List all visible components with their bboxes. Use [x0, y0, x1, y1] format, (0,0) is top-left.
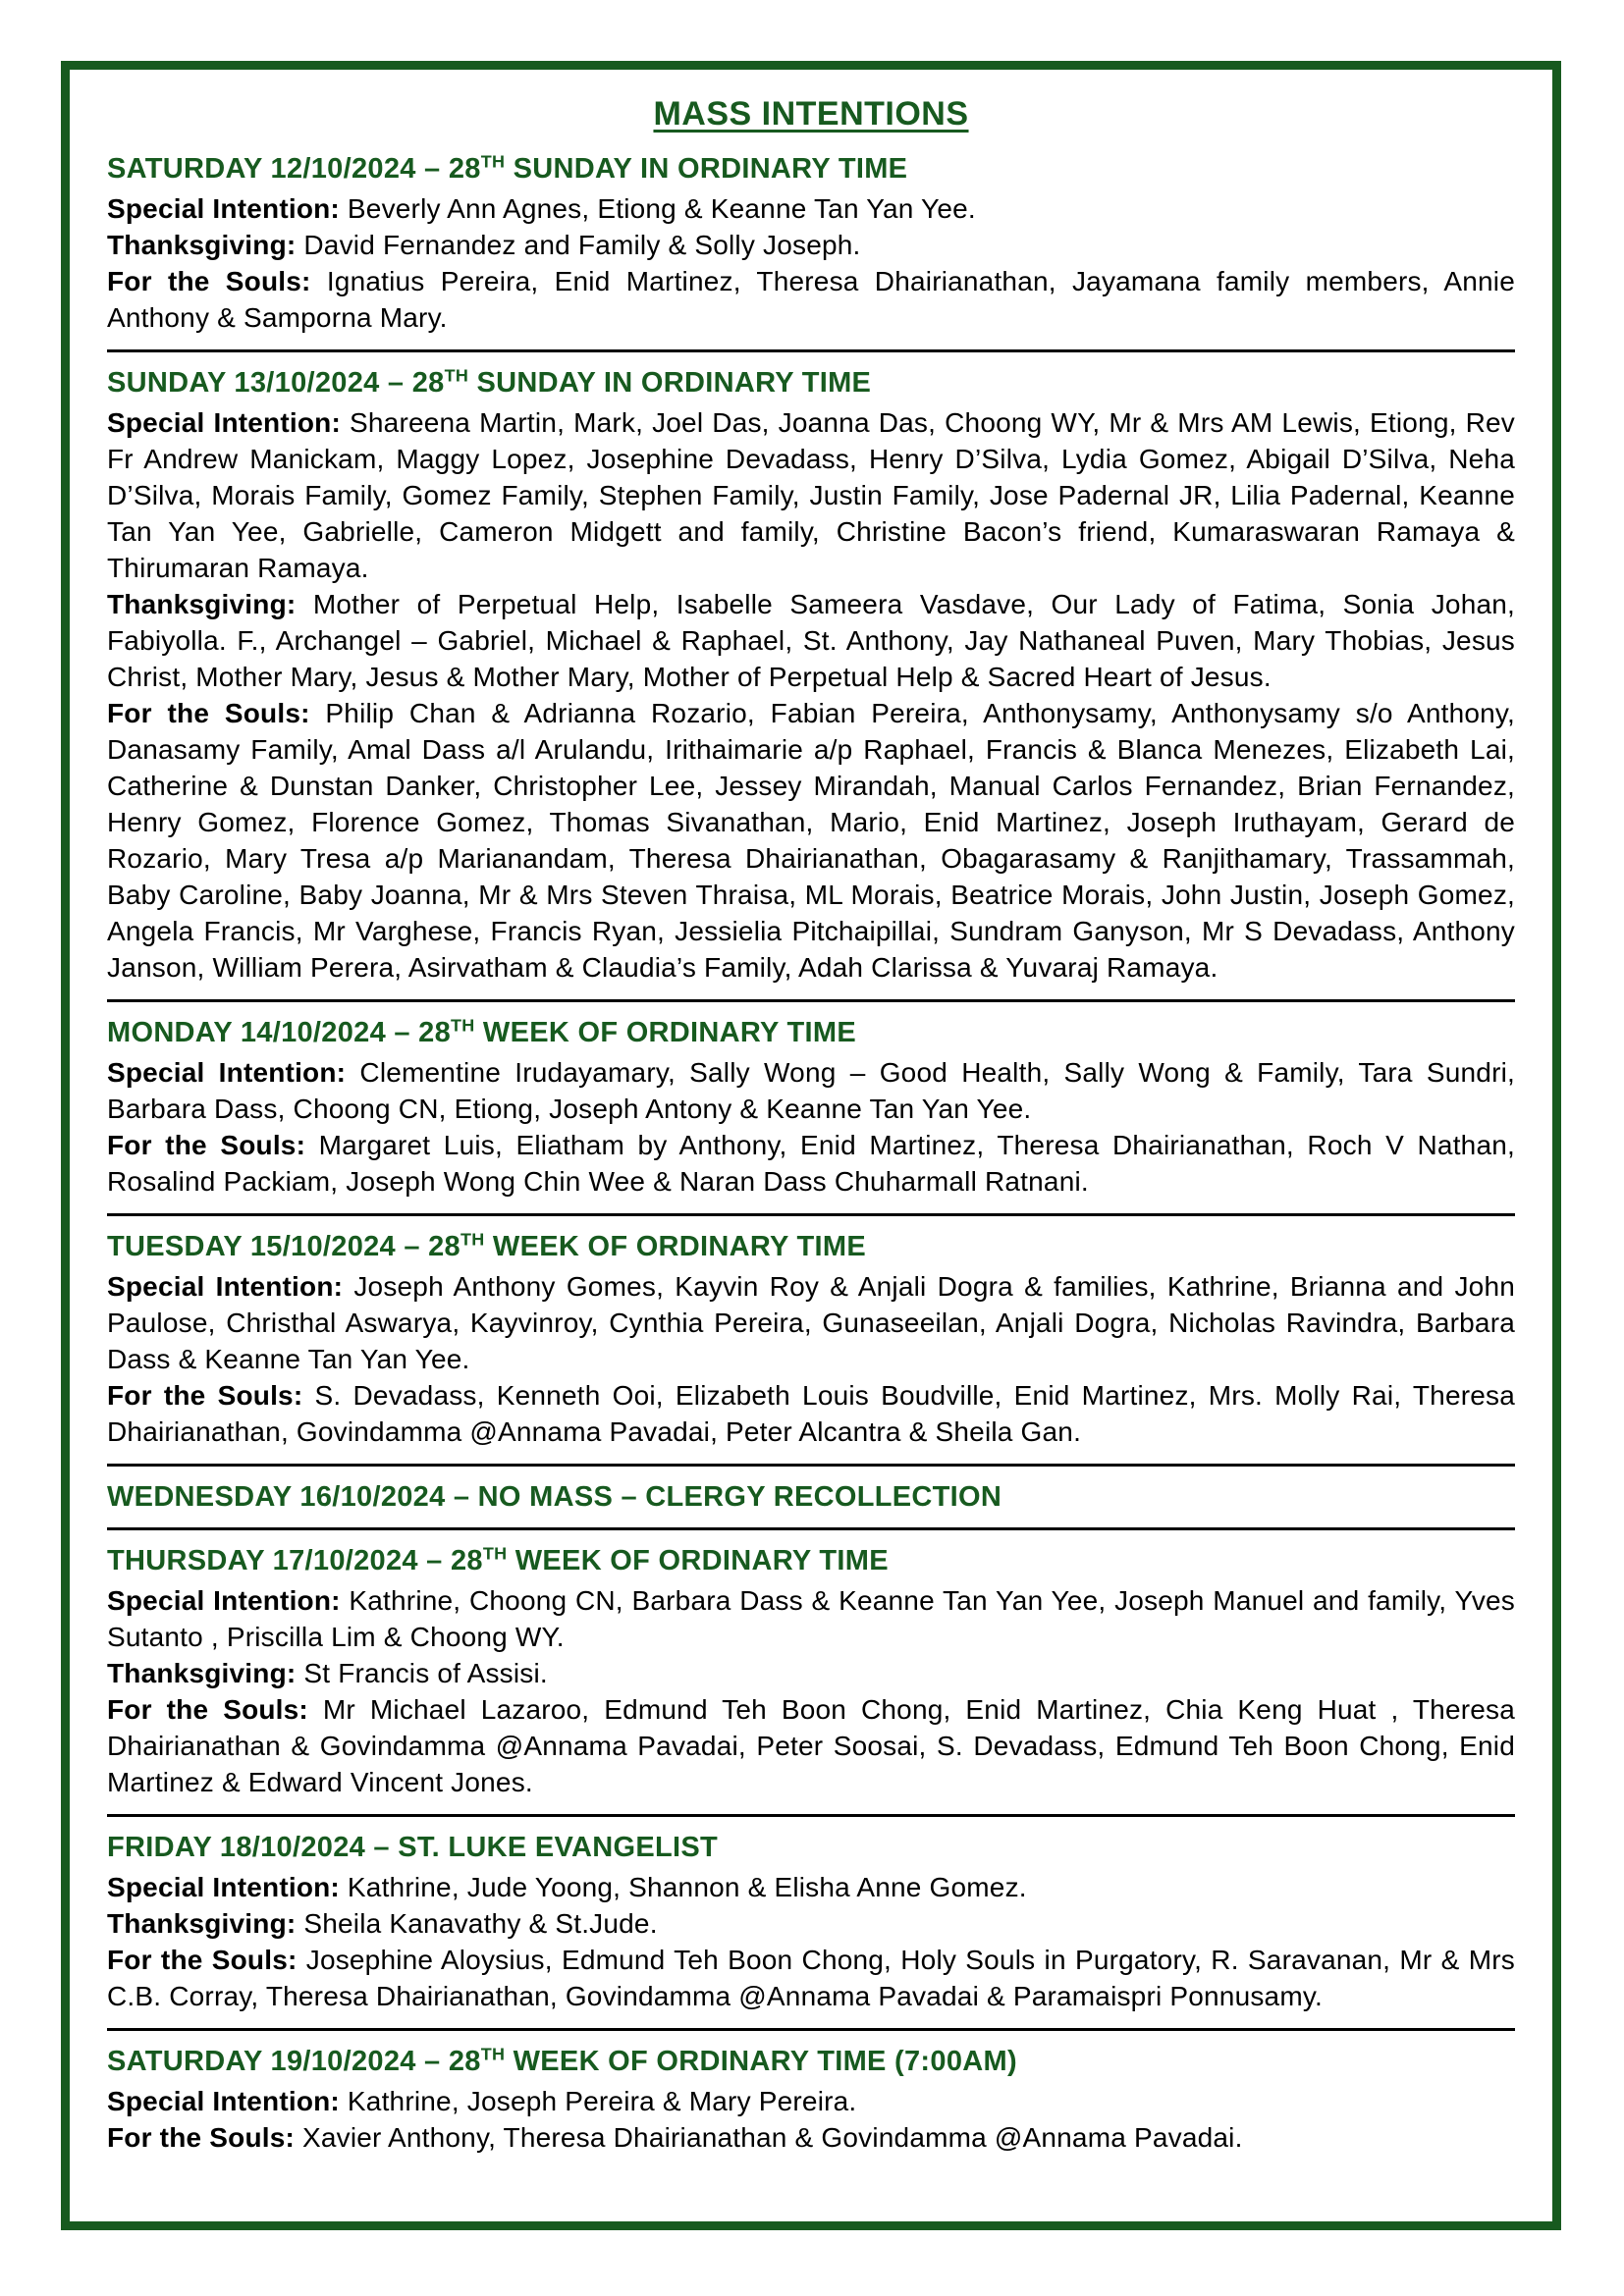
entry-text: David Fernandez and Family & Solly Joseph. [296, 230, 861, 260]
entry-label: Special Intention: [107, 1057, 347, 1088]
entries-container [107, 190, 1515, 336]
day-header-text: SATURDAY 19/10/2024 – 28 [107, 2046, 481, 2077]
day-header [107, 2046, 1515, 2078]
intention-entry [107, 1268, 1515, 1377]
day-section [107, 1213, 1515, 1450]
intention-entry [107, 1905, 1515, 1942]
entry-text: Josephine Aloysius, Edmund Teh Boon Chong, Holy Souls in Purgatory, R. Saravanan, Mr & Mrs C.B. Corray, Theresa Dhairianathan, Govindamma @Annama Pavadai & Paramaispri Ponnusamy. [107, 1945, 1515, 2011]
entry-label: Thanksgiving: [107, 230, 297, 260]
intention-entry [107, 404, 1515, 586]
entry-text: Shareena Martin, Mark, Joel Das, Joanna Das, Choong WY, Mr & Mrs AM Lewis, Etiong, Rev Fr Andrew Manickam, Maggy Lopez, Josephine Devadass, Henry D’Silva, Lydia Gomez, Abigail D’Silva, Neha D’Silva, Morais Family, Gomez Family, Stephen Family, Justin Family, Jose Padernal JR, Lilia Padernal, Keanne Tan Yan Yee, Gabrielle, Cameron Midgett and family, Christine Bacon’s friend, Kumaraswaran Ramaya & Thirumaran Ramaya. [107, 407, 1516, 583]
day-header [107, 1231, 1515, 1263]
section-divider [107, 1213, 1515, 1216]
day-header [107, 1017, 1515, 1049]
entries-container [107, 404, 1515, 986]
entry-text: Kathrine, Joseph Pereira & Mary Pereira. [339, 2086, 857, 2116]
entry-label: Thanksgiving: [107, 589, 297, 619]
intention-entry [107, 1127, 1515, 1200]
day-header [107, 153, 1515, 186]
section-divider [107, 349, 1515, 352]
entry-label: Thanksgiving: [107, 1908, 297, 1939]
section-divider [107, 2028, 1515, 2031]
intention-entry [107, 1054, 1515, 1127]
entry-label: For the Souls: [107, 1380, 303, 1411]
day-header-ordinal-suffix: TH [451, 1015, 475, 1036]
entry-text: Mother of Perpetual Help, Isabelle Sameera Vasdave, Our Lady of Fatima, Sonia Johan, Fabiyolla. F., Archangel – Gabriel, Michael & Raphael, St. Anthony, Jay Nathaneal Puven, Mary Thobias, Jesus Christ, Mother Mary, Jesus & Mother Mary, Mother of Perpetual Help & Sacred Heart of Jesus. [107, 589, 1515, 692]
intention-entry [107, 2083, 1515, 2119]
day-header-text: MONDAY 14/10/2024 – 28 [107, 1017, 451, 1048]
entry-text: Clementine Irudayamary, Sally Wong – Good Health, Sally Wong & Family, Tara Sundri, Barbara Dass, Choong CN, Etiong, Joseph Antony & Keanne Tan Yan Yee. [107, 1057, 1516, 1124]
section-divider [107, 1464, 1515, 1467]
entry-text: Philip Chan & Adrianna Rozario, Fabian Pereira, Anthonysamy, Anthonysamy s/o Anthony, Danasamy Family, Amal Dass a/l Arulandu, Irithaimarie a/p Raphael, Francis & Blanca Menezes, Elizabeth Lai, Catherine & Dunstan Danker, Christopher Lee, Jessey Mirandah, Manual Carlos Fernandez, Brian Fernandez, Henry Gomez, Florence Gomez, Thomas Sivanathan, Mario, Enid Martinez, Joseph Iruthayam, Gerard de Rozario, Mary Tresa a/p Marianandam, Theresa Dhairianathan, Obagarasamy & Ranjithamary, Trassammah, Baby Caroline, Baby Joanna, Mr & Mrs Steven Thraisa, ML Morais, Beatrice Morais, John Justin, Joseph Gomez, Angela Francis, Mr Varghese, Francis Ryan, Jessielia Pitchaipillai, Sundram Ganyson, Mr S Devadass, Anthony Janson, William Perera, Asirvatham & Claudia’s Family, Adah Clarissa & Yuvaraj Ramaya. [107, 698, 1515, 983]
intention-entry [107, 1869, 1515, 1905]
entries-container [107, 1054, 1515, 1200]
day-header-ordinal-suffix: TH [460, 1229, 485, 1250]
day-header-ordinal-suffix: TH [480, 2044, 506, 2064]
entry-label: For the Souls: [107, 698, 310, 728]
day-header-text: THURSDAY 17/10/2024 – 28 [107, 1545, 483, 1576]
entry-label: For the Souls: [107, 1945, 298, 1975]
entry-label: Special Intention: [107, 1872, 340, 1902]
entry-label: Special Intention: [107, 2086, 340, 2116]
day-header-ordinal-suffix: TH [444, 365, 469, 386]
entry-label: For the Souls: [107, 266, 311, 296]
entry-label: Special Intention: [107, 407, 341, 438]
day-section [107, 153, 1515, 336]
entry-text: Xavier Anthony, Theresa Dhairianathan & Govindamma @Annama Pavadai. [295, 2122, 1243, 2153]
intention-entry [107, 1582, 1515, 1655]
entry-label: For the Souls: [107, 1130, 306, 1160]
intention-entry [107, 190, 1515, 227]
day-header-text-rest: WEEK OF ORDINARY TIME [484, 1231, 866, 1262]
intention-entry [107, 263, 1515, 336]
day-section [107, 999, 1515, 1200]
entry-text: Ignatius Pereira, Enid Martinez, Theresa Dhairianathan, Jayamana family members, Annie Anthony & Samporna Mary. [107, 266, 1515, 333]
day-header [107, 1481, 1515, 1514]
bulletin-page-frame [61, 61, 1561, 2230]
entry-label: Special Intention: [107, 1271, 344, 1302]
entry-text: Beverly Ann Agnes, Etiong & Keanne Tan Yan Yee. [339, 193, 976, 224]
entry-label: For the Souls: [107, 1694, 308, 1725]
entry-text: Kathrine, Choong CN, Barbara Dass & Keanne Tan Yan Yee, Joseph Manuel and family, Yves Sutanto , Priscilla Lim & Choong WY. [107, 1585, 1515, 1652]
intention-entry [107, 695, 1515, 986]
day-header-text-rest: WEEK OF ORDINARY TIME [507, 1545, 889, 1576]
day-header-text: SUNDAY 13/10/2024 – 28 [107, 367, 445, 399]
day-section [107, 1464, 1515, 1514]
day-header-text-rest: WEEK OF ORDINARY TIME (7:00AM) [505, 2046, 1017, 2077]
day-header-text: WEDNESDAY 16/10/2024 – NO MASS – CLERGY RECOLLECTION [107, 1481, 1002, 1513]
entry-text: S. Devadass, Kenneth Ooi, Elizabeth Louis Boudville, Enid Martinez, Mrs. Molly Rai, Theresa Dhairianathan, Govindamma @Annama Pavadai, Peter Alcantra & Sheila Gan. [107, 1380, 1515, 1447]
day-section [107, 349, 1515, 986]
entry-text: Mr Michael Lazaroo, Edmund Teh Boon Chong, Enid Martinez, Chia Keng Huat , Theresa Dhairianathan & Govindamma @Annama Pavadai, Peter Soosai, S. Devadass, Edmund Teh Boon Chong, Enid Martinez & Edward Vincent Jones. [107, 1694, 1515, 1797]
entry-label: Thanksgiving: [107, 1658, 297, 1688]
entries-container [107, 2083, 1515, 2156]
day-header-text: SATURDAY 12/10/2024 – 28 [107, 153, 481, 185]
entries-container [107, 1869, 1515, 2014]
day-header-text-rest: SUNDAY IN ORDINARY TIME [505, 153, 908, 185]
intention-entry [107, 586, 1515, 695]
entry-label: For the Souls: [107, 2122, 296, 2153]
entry-label: Special Intention: [107, 1585, 341, 1616]
page-title: MASS INTENTIONS [653, 95, 969, 133]
day-header [107, 367, 1515, 400]
day-header-text: FRIDAY 18/10/2024 – ST. LUKE EVANGELIST [107, 1832, 719, 1863]
day-section [107, 1527, 1515, 1800]
entry-text: Kathrine, Jude Yoong, Shannon & Elisha Anne Gomez. [339, 1872, 1027, 1902]
day-header-text: TUESDAY 15/10/2024 – 28 [107, 1231, 460, 1262]
section-divider [107, 999, 1515, 1002]
day-header-ordinal-suffix: TH [482, 1543, 508, 1564]
intention-entry [107, 2119, 1515, 2156]
entry-text: Joseph Anthony Gomes, Kayvin Roy & Anjali Dogra & families, Kathrine, Brianna and John Paulose, Christhal Aswarya, Kayvinroy, Cynthia Pereira, Gunaseeilan, Anjali Dogra, Nicholas Ravindra, Barbara Dass & Keanne Tan Yan Yee. [107, 1271, 1515, 1374]
day-section [107, 1814, 1515, 2014]
intention-entry [107, 1377, 1515, 1450]
day-header-text-rest: SUNDAY IN ORDINARY TIME [468, 367, 872, 399]
section-divider [107, 1527, 1515, 1530]
intention-entry [107, 227, 1515, 263]
day-header-text-rest: WEEK OF ORDINARY TIME [474, 1017, 857, 1048]
entry-text: St Francis of Assisi. [296, 1658, 548, 1688]
day-section [107, 2028, 1515, 2156]
intention-entry [107, 1655, 1515, 1691]
day-header [107, 1545, 1515, 1577]
entries-container [107, 1268, 1515, 1450]
day-header-ordinal-suffix: TH [480, 151, 506, 172]
intention-entry [107, 1942, 1515, 2014]
day-header [107, 1832, 1515, 1864]
sections-container [107, 153, 1515, 2156]
intention-entry [107, 1691, 1515, 1800]
entry-text: Margaret Luis, Eliatham by Anthony, Enid Martinez, Theresa Dhairianathan, Roch V Nathan, Rosalind Packiam, Joseph Wong Chin Wee & Naran Dass Chuharmall Ratnani. [107, 1130, 1515, 1197]
entry-text: Sheila Kanavathy & St.Jude. [296, 1908, 658, 1939]
entry-label: Special Intention: [107, 193, 340, 224]
section-divider [107, 1814, 1515, 1817]
entries-container [107, 1582, 1515, 1800]
